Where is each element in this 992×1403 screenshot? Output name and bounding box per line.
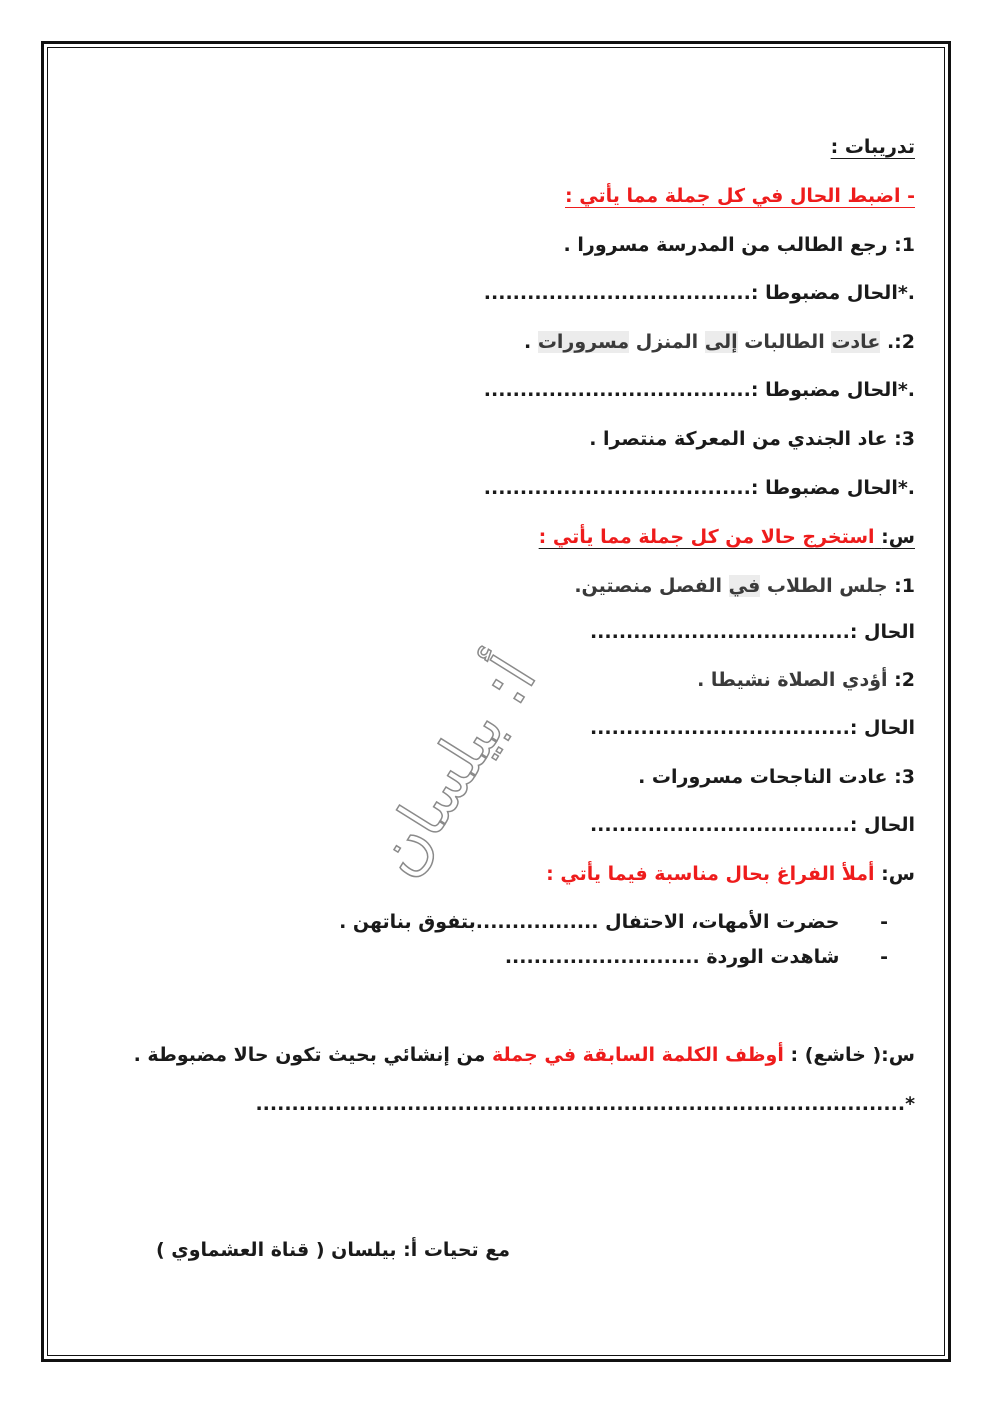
word: في [728, 575, 761, 597]
question-text: استخرج حالا من كل جملة مما يأتي : [538, 526, 875, 548]
question-text: أملأ الفراغ بحال مناسبة فيما يأتي : [546, 863, 875, 885]
answer-label: الحال : [849, 814, 915, 836]
item-sentence: عاد الجندي من المعركة منتصرا . [589, 428, 888, 450]
q3-heading [546, 860, 915, 888]
question-text: من إنشائي بحيث تكون حالا مضبوطة . [133, 1044, 486, 1066]
answer-dots: ..................................... [483, 282, 751, 304]
page-title: تدريبات : [830, 136, 915, 158]
answer-end: . [907, 477, 915, 499]
answer-label: *الحال مضبوطا : [750, 282, 908, 304]
answer-end: . [907, 282, 915, 304]
text-before: حضرت الأمهات، الاحتفال [605, 911, 840, 933]
sentence-end: . [523, 331, 532, 353]
bullet: - [880, 911, 888, 933]
text-after: بتفوق بناتهن . [339, 911, 476, 933]
question-prefix: س: [881, 863, 915, 885]
item-sentence: عادت الناجحات مسرورات . [638, 766, 888, 788]
footer-credit: مع تحيات أ: بيلسان ( قناة العشماوي ) [155, 1239, 510, 1261]
item-number: 3: [894, 766, 915, 788]
answer-dots: ..................................... [483, 477, 751, 499]
q3-item-1 [339, 908, 888, 936]
q2-item-3 [638, 763, 915, 791]
q2-answer-2 [590, 714, 915, 742]
q1-heading: - اضبط الحال في كل جملة مما يأتي : [565, 185, 915, 207]
item-sentence: رجع الطالب من المدرسة مسرورا . [563, 234, 888, 256]
answer-star: * [905, 1093, 915, 1115]
word: المنزل [635, 331, 699, 353]
author-watermark: أ: بيلسان [360, 644, 552, 890]
answer-end: . [907, 379, 915, 401]
q1-item-3 [589, 425, 915, 453]
q4-answer [255, 1090, 915, 1118]
word: الطالبات [744, 331, 825, 353]
q1-item-1 [564, 231, 915, 259]
text-before: شاهدت الوردة [706, 946, 840, 968]
q1-answer-2 [484, 376, 915, 404]
answer-label: *الحال مضبوطا : [750, 379, 908, 401]
question-text-red: أوظف الكلمة السابقة في جملة [492, 1044, 784, 1066]
question-prefix: س: [881, 526, 915, 548]
q2-item-1 [574, 572, 915, 600]
question-prefix: س:( خاشع) : [790, 1044, 915, 1066]
bullet: - [880, 946, 888, 968]
word: عادت [831, 331, 881, 353]
item-number: 3: [894, 428, 915, 450]
blank-dots: ........................... [504, 946, 700, 968]
answer-dots: .......................................................................................... [255, 1093, 906, 1115]
word: إلى [704, 331, 738, 353]
q2-heading [539, 523, 915, 551]
item-number: 1: [894, 234, 915, 256]
q1-answer-3 [484, 474, 915, 502]
answer-dots: .................................... [589, 717, 850, 739]
blank-dots: ................. [475, 911, 599, 933]
answer-dots: .................................... [589, 814, 850, 836]
word: مسرورات [537, 331, 630, 353]
answer-dots: .................................... [589, 621, 850, 643]
answer-label: الحال : [849, 717, 915, 739]
q4-heading [134, 1041, 915, 1069]
q1-answer-1 [484, 279, 915, 307]
answer-dots: ..................................... [483, 379, 751, 401]
item-number: 2: [894, 669, 915, 691]
q1-item-2 [524, 328, 915, 356]
answer-label: *الحال مضبوطا : [750, 477, 908, 499]
item-sentence: أؤدي الصلاة نشيطا . [697, 669, 888, 691]
q2-answer-3 [590, 811, 915, 839]
word: الفصل منصتين. [574, 575, 722, 597]
q2-answer-1 [590, 618, 915, 646]
word: جلس الطلاب [766, 575, 888, 597]
q3-item-2 [505, 943, 888, 971]
answer-label: الحال : [849, 621, 915, 643]
item-number: 2:. [886, 331, 915, 353]
q2-item-2 [697, 666, 915, 694]
item-number: 1: [894, 575, 915, 597]
